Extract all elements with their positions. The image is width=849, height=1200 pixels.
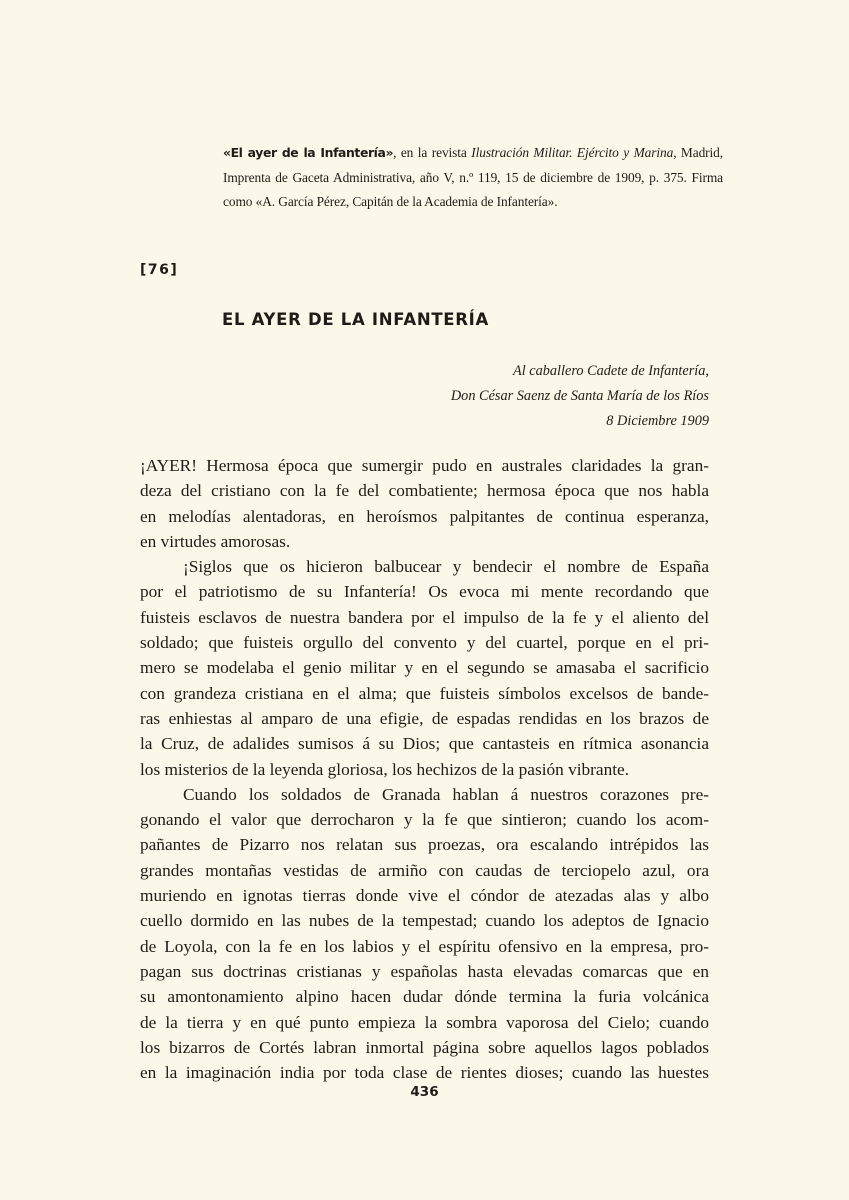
text-line: fuisteis esclavos de nuestra bandera por el impulso de la fe y el aliento del (140, 607, 709, 627)
dedication-line: Al caballero Cadete de Infantería, (512, 363, 709, 379)
text-line: Cuando los soldados de Granada hablan á nuestros corazones pre- (183, 784, 709, 804)
text-line: por el patriotismo de su Infantería! Os evoca mi mente recordando que (140, 582, 709, 602)
text-line: cuello dormido en las nubes de la tempestad; cuando los adeptos de Ignacio (140, 911, 709, 931)
text-line: su amontonamiento alpino hacen dudar dónde termina la furia volcánica (140, 987, 709, 1007)
text-line: de la tierra y en qué punto empieza la sombra vaporosa del Cielo; cuando (140, 1012, 709, 1032)
text-line: con grandeza cristiana en el alma; que fuisteis símbolos excelsos de bande- (140, 683, 709, 703)
dedication-line: Don César Saenz de Santa María de los Ríos (450, 388, 709, 404)
source-note-journal: Ilustración Militar. Ejército y Marina (471, 145, 674, 160)
dedication (451, 359, 709, 434)
body-text (140, 453, 709, 1085)
section-number: [76] (140, 262, 179, 278)
text-line: de Loyola, con la fe en los labios y el espíritu ofensivo en la empresa, pro- (140, 936, 709, 956)
text-line: soldado; que fuisteis orgullo del convento y del cuartel, porque en el pri- (140, 633, 709, 653)
page-number: 436 (410, 1084, 439, 1100)
text-line: mero se modelaba el genio militar y en el segundo se amasaba el sacrificio (140, 658, 709, 678)
text-line: los misterios de la leyenda gloriosa, los hechizos de la pasión vibrante. (140, 759, 630, 779)
text-line: grandes montañas vestidas de armiño con caudas de terciopelo azul, ora (140, 860, 709, 880)
source-note-text: , en la revista (393, 145, 472, 160)
text-line: pañantes de Pizarro nos relatan sus proezas, ora escalando intrépidos las (140, 835, 709, 855)
text-line: los bizarros de Cortés labran inmortal página sobre aquellos lagos poblados (140, 1037, 709, 1057)
text-line: en melodías alentadoras, en heroísmos palpitantes de continua esperanza, (140, 506, 709, 526)
source-note-details: , Madrid, Imprenta de Gaceta Administrativa, año V, n.º 119, 15 de diciembre de 1909, p. 375. Firma como «A. García Pérez, Capitán de la Academia de Infantería». (223, 145, 724, 209)
text-line: en la imaginación india por toda clase de rientes dioses; cuando las huestes (140, 1063, 709, 1083)
source-note (223, 141, 723, 215)
text-line: deza del cristiano con la fe del combatiente; hermosa época que nos habla (140, 481, 709, 501)
text-line: ¡AYER! Hermosa época que sumergir pudo en australes claridades la gran- (140, 456, 709, 475)
text-line: pagan sus doctrinas cristianas y españolas hasta elevadas comarcas que en (140, 961, 709, 981)
page-title: EL AYER DE LA INFANTERÍA (222, 310, 489, 329)
text-line: en virtudes amorosas. (140, 531, 291, 551)
text-line: ras enhiestas al amparo de una efigie, de espadas rendidas en los brazos de (140, 708, 709, 728)
source-note-title: «El ayer de la Infantería» (223, 145, 394, 160)
text-line: la Cruz, de adalides sumisos á su Dios; que cantasteis en rítmica asonancia (140, 734, 709, 754)
text-line: muriendo en ignotas tierras donde vive el cóndor de atezadas alas y albo (140, 886, 709, 906)
dedication-date: 8 Diciembre 1909 (606, 413, 709, 429)
text-line: gonando el valor que derrocharon y la fe que sintieron; cuando los acom- (140, 810, 709, 830)
text-line: ¡Siglos que os hicieron balbucear y bendecir el nombre de España (183, 557, 709, 577)
